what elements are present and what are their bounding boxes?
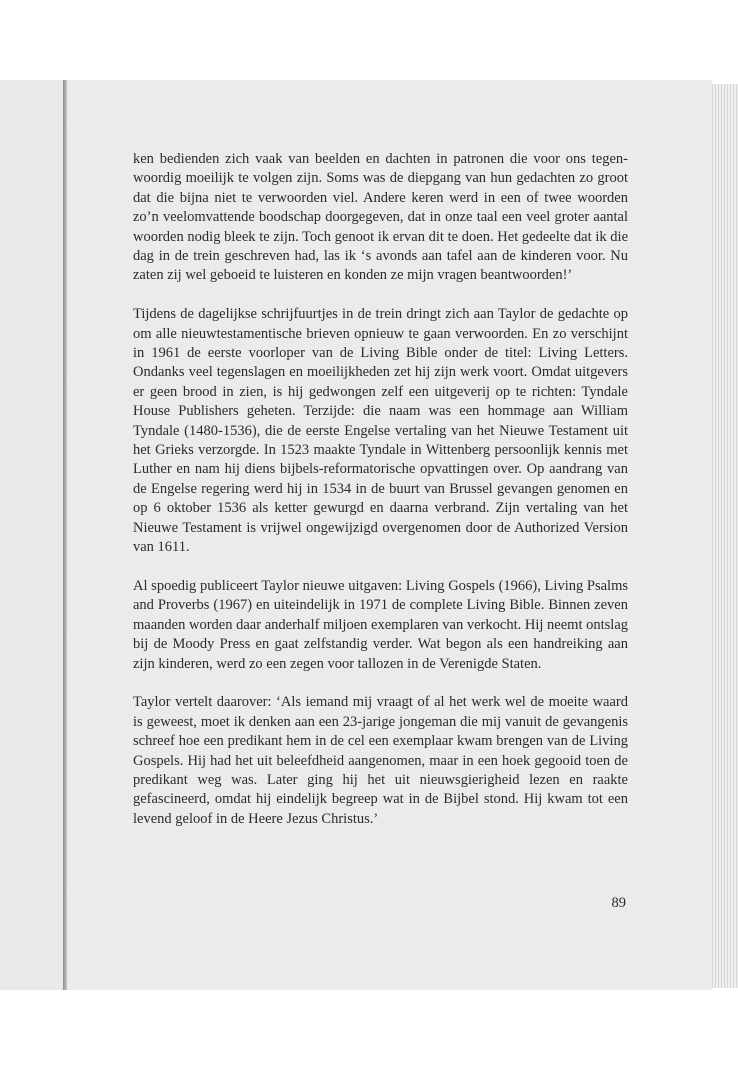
page-number: 89: [611, 895, 626, 911]
page-stack-edge: [712, 84, 738, 988]
body-text: [133, 150, 628, 849]
paragraph-3: Al spoedig publiceert Taylor nieuwe uitgaven: Living Gospels (1966), Living Psalms and Proverbs (1967) en uiteindelijk in 1971 de complete Living Bible. Binnen zeven maanden worden daar anderhalf miljoen exemplaren van verkocht. Hij neemt ontslag bij de Moody Press en gaat zelfstandig verder. Wat begon als een handreiking aan zijn kinderen, werd zo een zegen voor tallozen in de Verenigde Staten.: [133, 577, 628, 672]
left-page-edge: [0, 80, 64, 990]
paragraph-1: ken bedienden zich vaak van beelden en dachten in patronen die voor ons tegenwoordig moeilijk te volgen zijn. Soms was de diepgang van hun gedachten zo groot dat die bijna niet te verwoorden viel. Andere keren werd in een of twee woorden zo’n veelomvattende boodschap doorgegeven, dat in onze taal een veel groter aantal woorden nodig bleek te zijn. Toch genoot ik ervan dit te doen. Het gedeelte dat ik die dag in de trein geschreven had, las ik ‘s avonds aan tafel aan de kinderen voor. Nu zaten zij wel geboeid te luisteren en konden ze mijn vragen beantwoorden!’: [133, 151, 628, 284]
paragraph-2: Tijdens de dagelijkse schrijfuurtjes in de trein dringt zich aan Taylor de gedachte op om alle nieuwtestamentische brieven opnieuw te gaan verwoorden. En zo verschijnt in 1961 de eerste voorloper van de Living Bible onder de titel: Living Letters. Ondanks veel tegenslagen en moeilijkheden zet hij zijn werk voort. Omdat uitgevers er geen brood in zien, is hij gedwongen zelf een uitgeverij op te richten: Tyndale House Publishers geheten. Terzijde: die naam was een hommage aan William Tyndale (1480-1536), die de eerste Engelse vertaling van het Nieuwe Testament uit het Grieks verzorgde. In 1523 maakte Tyndale in Wittenberg persoonlijk kennis met Luther en nam hij diens bijbels-reformatorische opvattingen over. Op aandrang van de Engelse regering werd hij in 1534 in de buurt van Brussel gevangen genomen en op 6 oktober 1536 als ketter gewurgd en daarna verbrand. Zijn vertaling van het Nieuwe Testament is vrijwel ongewijzigd overgenomen door de Authorized Version van 1611.: [133, 306, 628, 556]
paragraph-4: Taylor vertelt daarover: ‘Als iemand mij vraagt of al het werk wel de moeite waard is geweest, moet ik denken aan een 23-jarige jongeman die mij vanuit de gevangenis schreef hoe een predikant hem in de cel een exemplaar kwam brengen van de Living Gospels. Hij had het uit beleefdheid aangenomen, maar in een hoek gegooid toen de predikant weg was. Later ging hij het uit nieuwsgierigheid lezen en raakte gefascineerd, omdat hij eindelijk begreep wat in de Bijbel stond. Hij kwam tot een levend geloof in de Heere Jezus Christus.’: [133, 694, 628, 827]
